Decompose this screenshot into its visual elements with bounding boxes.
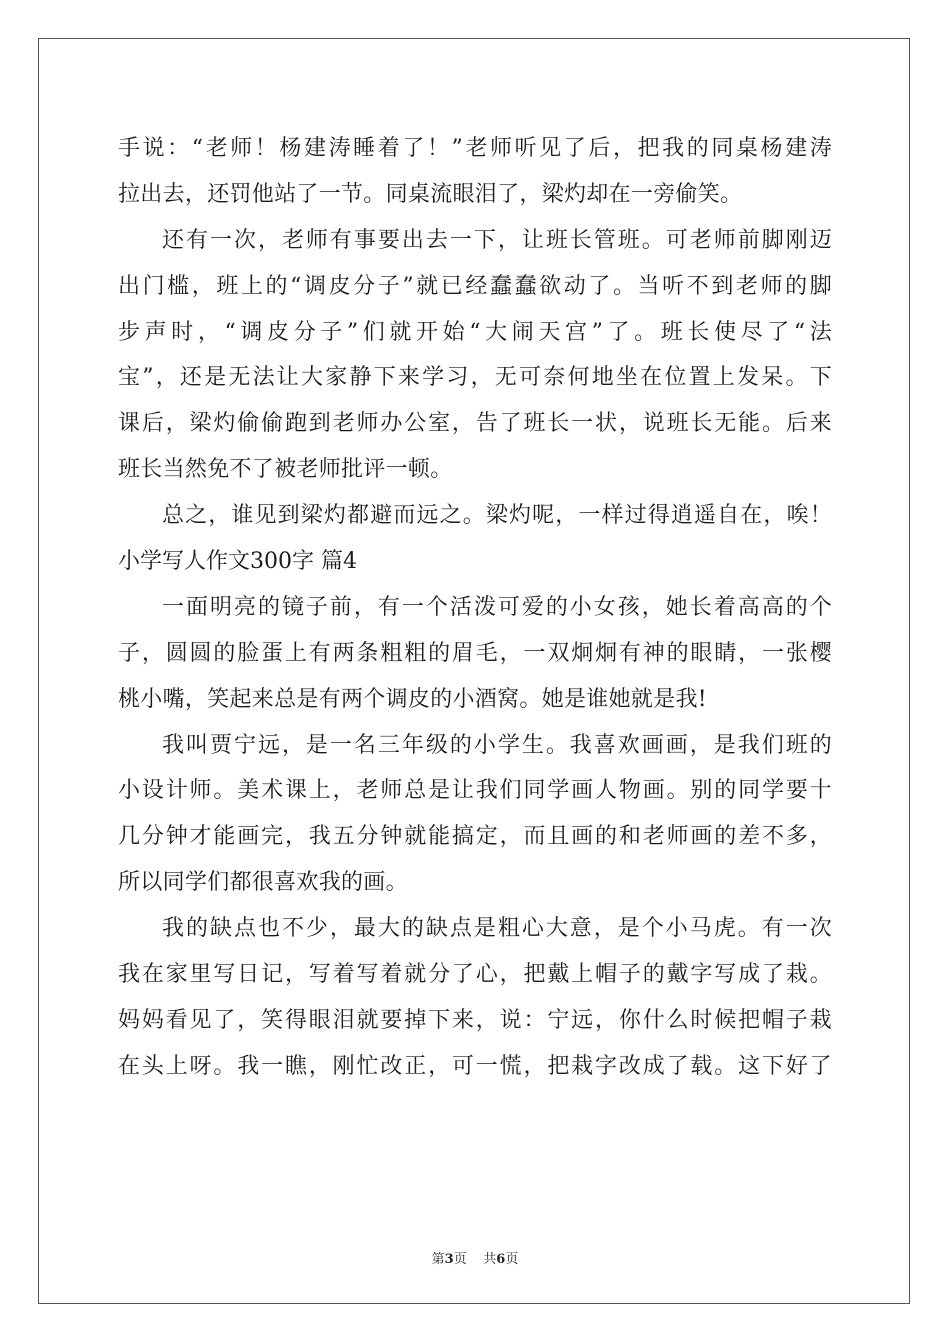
document-body — [118, 126, 832, 1090]
text-line: 桃小嘴，笑起来总是有两个调皮的小酒窝。她是谁她就是我! — [118, 686, 707, 712]
text-line: 小设计师。美术课上，老师总是让我们同学画人物画。别的同学要十 — [118, 778, 832, 804]
text-line: 班长当然免不了被老师批评一顿。 — [118, 457, 453, 483]
page-number: 3 — [444, 1252, 454, 1267]
text-line: 妈妈看见了，笑得眼泪就要掉下来，说：宁远，你什么时候把帽子栽 — [118, 1007, 832, 1033]
paragraph-start-line: 我的缺点也不少，最大的缺点是粗心大意，是个小马虎。有一次 — [162, 916, 832, 942]
text-line: 出门槛，班上的“调皮分子”就已经蠢蠢欲动了。当听不到老师的脚 — [118, 273, 832, 299]
text-line: 手说：“老师！杨建涛睡着了！”老师听见了后，把我的同桌杨建涛 — [118, 136, 832, 161]
text-line: 几分钟才能画完，我五分钟就能搞定，而且画的和老师画的差不多， — [118, 824, 832, 850]
text-line: 子，圆圆的脸蛋上有两条粗粗的眉毛，一双炯炯有神的眼睛，一张樱 — [118, 640, 832, 666]
paragraph-start-line: 总之，谁见到梁灼都避而远之。梁灼呢，一样过得逍遥自在，唉！ — [162, 503, 832, 529]
paragraph-start-line: 还有一次，老师有事要出去一下，让班长管班。可老师前脚刚迈 — [162, 227, 832, 253]
text-line: 课后，梁灼偷偷跑到老师办公室，告了班长一状，说班长无能。后来 — [118, 411, 832, 437]
text-line: 我在家里写日记，写着写着就分了心，把戴上帽子的戴字写成了栽。 — [118, 962, 832, 988]
page-prefix: 第 — [431, 1252, 445, 1267]
total-prefix: 共 — [483, 1252, 497, 1267]
text-line: 在头上呀。我一瞧，刚忙改正，可一慌，把栽字改成了载。这下好了 — [118, 1053, 832, 1079]
page-footer — [0, 1248, 950, 1267]
paragraph-start-line: 我叫贾宁远，是一名三年级的小学生。我喜欢画画，是我们班的 — [162, 732, 832, 758]
text-line: 所以同学们都很喜欢我的画。 — [118, 870, 408, 896]
total-pages: 6 — [496, 1252, 506, 1267]
paragraph-start-line: 一面明亮的镜子前，有一个活泼可爱的小女孩，她长着高高的个 — [162, 594, 832, 620]
text-line: 拉出去，还罚他站了一节。同桌流眼泪了，梁灼却在一旁偷笑。 — [118, 181, 743, 207]
text-line: 步声时，“调皮分子”们就开始“大闹天宫”了。班长使尽了“法 — [118, 319, 832, 345]
page-suffix: 页 — [453, 1252, 467, 1267]
total-suffix: 页 — [505, 1252, 519, 1267]
text-line: 宝”，还是无法让大家静下来学习，无可奈何地坐在位置上发呆。下 — [118, 365, 832, 391]
essay-heading: 小学写人作文300字 篇4 — [118, 549, 357, 575]
